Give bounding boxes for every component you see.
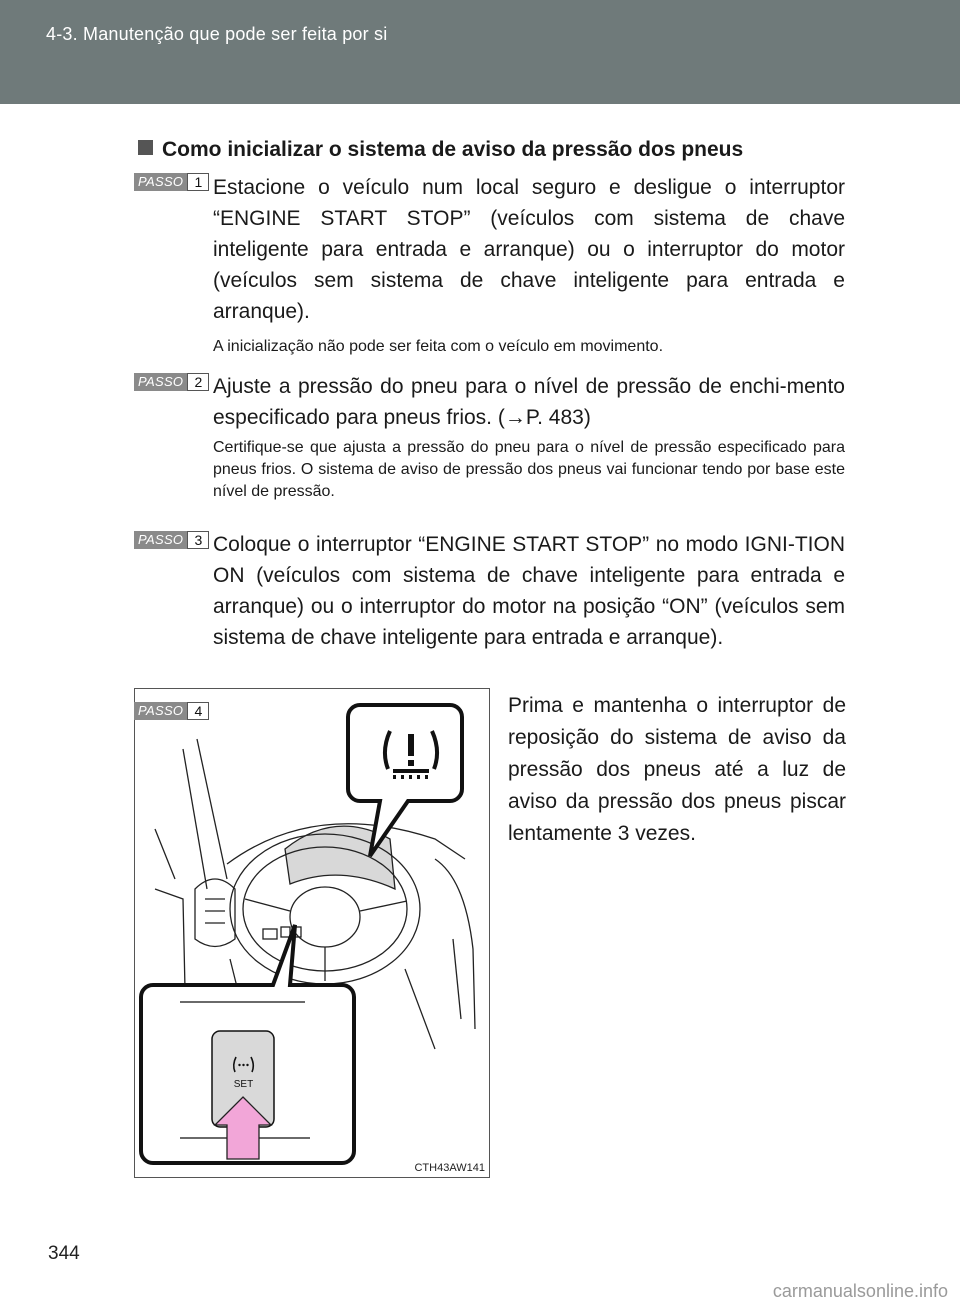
step-3-text: Coloque o interruptor “ENGINE START STOP” no modo IGNI-TION ON (veículos com sistema de chave inteligente para entrada e arranque) ou o interruptor do motor na posição “ON” (veículos sem sistema de chave inteligente para entrada e arranque).	[213, 533, 845, 649]
section-heading-text: Como inicializar o sistema de aviso da pressão dos pneus	[162, 138, 744, 161]
watermark-text: carmanualsonline.info	[772, 1281, 948, 1301]
section-heading	[138, 138, 743, 162]
header-title: 4-3. Manutenção que pode ser feita por si	[46, 24, 388, 44]
set-button-callout	[141, 925, 354, 1163]
figure-code: CTH43AW141	[414, 1162, 485, 1174]
figure-dashboard-illustration	[134, 688, 490, 1178]
step-badge-label: PASSO	[134, 373, 187, 391]
page-header	[0, 0, 960, 104]
step-2-note: Certifique-se que ajusta a pressão do pneu para o nível de pressão especificado para pneus frios. O sistema de aviso de pressão dos pneus vai funcionar tendo por base este nível de pressão.	[213, 439, 845, 500]
square-bullet-icon	[138, 140, 153, 155]
step-badge-1	[134, 173, 209, 191]
step-badge-number: 1	[187, 173, 209, 191]
step-badge-4	[134, 702, 209, 720]
step-badge-label: PASSO	[134, 173, 187, 191]
step-badge-number: 2	[187, 373, 209, 391]
page-number: 344	[48, 1243, 80, 1264]
step-badge-2	[134, 373, 209, 391]
step-badge-number: 3	[187, 531, 209, 549]
step-1-note: A inicialização não pode ser feita com o veículo em movimento.	[213, 338, 664, 355]
dashboard-drawing	[135, 689, 489, 1177]
step-badge-number: 4	[187, 702, 209, 720]
svg-text:SET: SET	[233, 1079, 254, 1090]
step-2-text: Ajuste a pressão do pneu para o nível de pressão de enchi-mento especificado para pneus frios. (→P. 483)	[213, 375, 845, 429]
step-4-text: Prima e mantenha o interruptor de reposição do sistema de aviso da pressão dos pneus até a luz de aviso da pressão dos pneus piscar lentamente 3 vezes.	[508, 694, 846, 845]
step-badge-label: PASSO	[134, 702, 187, 720]
step-badge-3	[134, 531, 209, 549]
step-badge-label: PASSO	[134, 531, 187, 549]
step-1-text: Estacione o veículo num local seguro e desligue o interruptor “ENGINE START STOP” (veículos com sistema de chave inteligente para entrada e arranque) ou o interruptor do motor (veículos sem sistema de chave inteligente para entrada e arranque).	[213, 176, 845, 323]
